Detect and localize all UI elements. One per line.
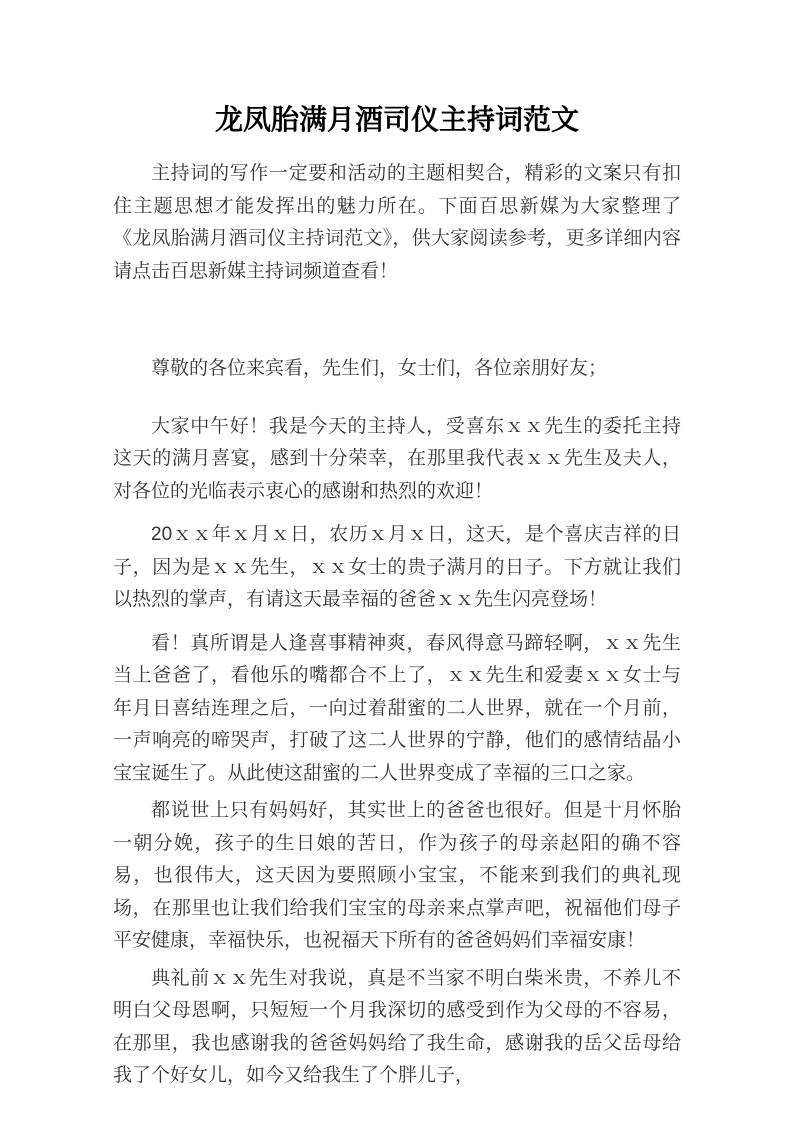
paragraph-date: 20ｘｘ年ｘ月ｘ日，农历ｘ月ｘ日，这天，是个喜庆吉祥的日子，因为是ｘｘ先生，ｘｘ女士的贵子满月的日子。下方就让我们以热烈的掌声，有请这天最幸福的爸爸ｘｘ先生闪亮登场！	[113, 524, 681, 610]
document-title: 龙凤胎满月酒司仪主持词范文	[214, 104, 579, 135]
paragraph-welcome: 大家中午好！我是今天的主持人，受喜东ｘｘ先生的委托主持这天的满月喜宴，感到十分荣幸，在那里我代表ｘｘ先生及夫人，对各位的光临表示衷心的感谢和热烈的欢迎！	[113, 415, 681, 502]
paragraph-intro: 主持词的写作一定要和活动的主题相契合，精彩的文案只有扣住主题思想才能发挥出的魅力所在。下面百思新媒为大家整理了《龙凤胎满月酒司仪主持词范文》，供大家阅读参考，更多详细内容请点击百思新媒主持词频道查看！	[113, 163, 681, 282]
paragraph-mother: 都说世上只有妈妈好，其实世上的爸爸也很好。但是十月怀胎一朝分娩，孩子的生日娘的苦日，作为孩子的母亲赵阳的确不容易，也很伟大，这天因为要照顾小宝宝，不能来到我们的典礼现场，在那里也让我们给我们宝宝的母亲来点掌声吧，祝福他们母子平安健康，幸福快乐，也祝福天下所有的爸爸妈妈们幸福安康！	[113, 800, 681, 951]
paragraph-greeting: 尊敬的各位来宾看，先生们，女士们，各位亲朋好友；	[151, 358, 608, 379]
paragraph-look: 看！真所谓是人逢喜事精神爽，春风得意马蹄轻啊，ｘｘ先生当上爸爸了，看他乐的嘴都合不上了，ｘｘ先生和爱妻ｘｘ女士与年月日喜结连理之后，一向过着甜蜜的二人世界，就在一个月前，一声响亮的啼哭声，打破了这二人世界的宁静，他们的感情结晶小宝宝诞生了。从此使这甜蜜的二人世界变成了幸福的三口之家。	[113, 632, 681, 784]
paragraph-father: 典礼前ｘｘ先生对我说，真是不当家不明白柴米贵，不养儿不明白父母恩啊，只短短一个月我深切的感受到作为父母的不容易，在那里，我也感谢我的爸爸妈妈给了我生命，感谢我的岳父岳母给我了个好女儿，如今又给我生了个胖儿子，	[113, 967, 681, 1086]
